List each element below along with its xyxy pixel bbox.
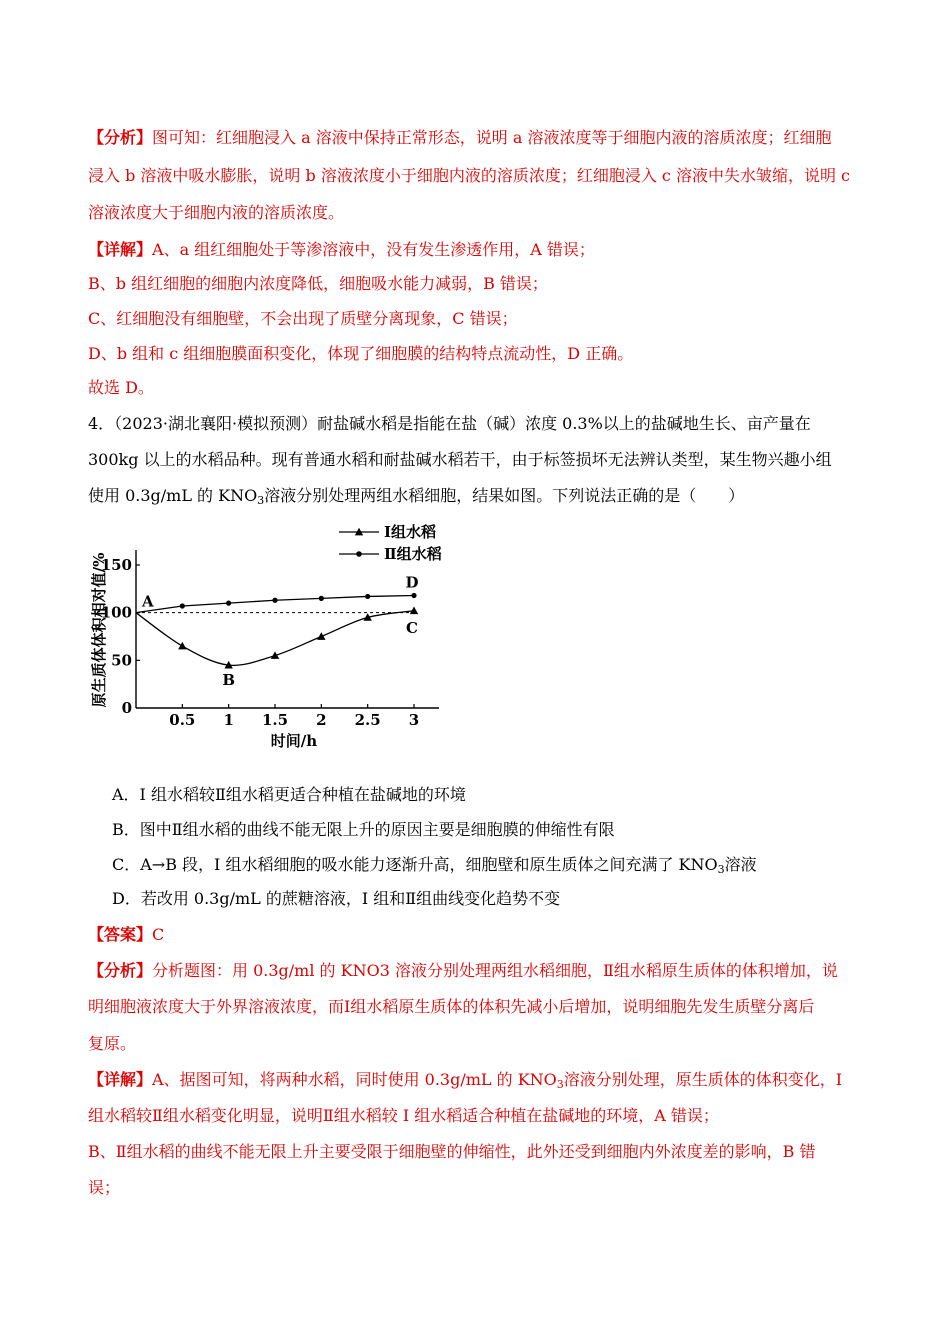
- analysis-tag: 【分析】: [88, 128, 153, 147]
- answer-tag: 【答案】: [88, 925, 153, 944]
- y-tick-label: 150: [100, 556, 132, 574]
- question-4-line-3: 使用 0.3g/mL 的 $KNO_3$溶液分别处理两组水稻细胞，结果如图。下列说法正确的是（ ）: [88, 486, 745, 507]
- x-tick-label: 0.5: [169, 711, 196, 729]
- detail-1-line-2: B、b 组红细胞的细胞内浓度降低，细胞吸水能力减弱，B 错误；: [88, 274, 548, 293]
- series-1-point: [317, 632, 325, 640]
- x-tick-label: 2.5: [354, 711, 381, 729]
- analysis-1-line-3: 溶液浓度大于细胞内液的溶质浓度。: [88, 203, 345, 222]
- y-tick-label: 50: [111, 651, 132, 670]
- legend-circle-marker: [356, 551, 362, 557]
- option-c[interactable]: C．A→B 段，I 组水稻细胞的吸水能力逐渐升高，细胞壁和原生质体之间充满了 $KNO_3$溶液: [112, 855, 757, 876]
- series-1-point: [178, 642, 186, 650]
- point-label-B: B: [222, 671, 236, 690]
- series-2-point: [226, 601, 231, 606]
- chart-axes: [136, 550, 439, 708]
- detail-tag: 【详解】: [88, 240, 153, 259]
- series-1-point: [410, 607, 418, 615]
- option-b[interactable]: B．图中Ⅱ组水稻的曲线不能无限上升的原因主要是细胞膜的伸缩性有限: [112, 820, 615, 839]
- series-2-point: [411, 593, 416, 598]
- protoplast-volume-chart: [84, 520, 454, 752]
- series-2-point: [365, 594, 370, 599]
- x-tick-label: 1: [223, 711, 234, 729]
- option-d[interactable]: D．若改用 0.3g/mL 的蔗糖溶液，I 组和Ⅱ组曲线变化趋势不变: [112, 889, 561, 908]
- x-tick-label: 2: [316, 711, 327, 729]
- x-tick-label: 3: [408, 711, 420, 729]
- x-axis-label: 时间/h: [270, 732, 318, 750]
- point-label-D: D: [405, 573, 419, 592]
- answer-value: C: [152, 925, 165, 944]
- detail-2-line-2: 组水稻较Ⅱ组水稻变化明显，说明Ⅱ组水稻较 I 组水稻适合种植在盐碱地的环境，A 错误；: [88, 1106, 719, 1125]
- point-label-C: C: [406, 618, 418, 637]
- series-2-point: [272, 598, 277, 603]
- detail-1-conclusion: 故选 D。: [88, 378, 154, 397]
- question-4-line-2: 300kg 以上的水稻品种。现有普通水稻和耐盐碱水稻若干，由于标签损坏无法辨认类型，某生物兴趣小组: [88, 450, 832, 469]
- point-label-A: A: [142, 592, 154, 611]
- y-axis-label: 原生质体体积相对值/%: [90, 552, 108, 708]
- series-2-point: [180, 603, 185, 608]
- option-a[interactable]: A．I 组水稻较Ⅱ组水稻更适合种植在盐碱地的环境: [112, 785, 466, 804]
- analysis-2-line-3: 复原。: [88, 1034, 137, 1053]
- detail-1-line-4: D、b 组和 c 组细胞膜面积变化，体现了细胞膜的结构特点流动性，D 正确。: [88, 344, 634, 363]
- y-tick-label: 0: [121, 699, 132, 717]
- chart-series: [136, 574, 419, 690]
- answer-line: [88, 925, 164, 945]
- y-tick-label: 100: [100, 603, 132, 622]
- analysis-2-line-1: 【分析】分析题图：用 0.3g/ml 的 KNO3 溶液分别处理两组水稻细胞，Ⅱ组水稻原生质体的体积增加，说: [88, 961, 838, 980]
- analysis-1-line-2: 浸入 b 溶液中吸水膨胀，说明 b 溶液浓度小于细胞内液的溶质浓度；红细胞浸入 c 溶液中失水皱缩，说明 c: [88, 166, 851, 185]
- detail-2-line-3: B、Ⅱ组水稻的曲线不能无限上升主要受限于细胞壁的伸缩性，此外还受到细胞内外浓度差的影响，B 错: [88, 1142, 816, 1161]
- detail-2-line-4: 误；: [88, 1178, 121, 1197]
- chart-legend: [339, 523, 442, 563]
- analysis-2-line-2: 明细胞液浓度大于外界溶液浓度，而Ⅰ组水稻原生质体的体积先减小后增加，说明细胞先发生质壁分离后: [88, 997, 815, 1016]
- x-tick-label: 1.5: [261, 711, 289, 729]
- chart-ticks: [101, 556, 420, 729]
- detail-2-line-1: 【详解】A、据图可知，将两种水稻，同时使用 0.3g/mL 的 $KNO_3$溶液分别处理，原生质体的体积变化，I: [88, 1070, 843, 1091]
- legend-label-1: Ⅰ组水稻: [384, 523, 437, 541]
- analysis-1-line-1: 【分析】图可知：红细胞浸入 a 溶液中保持正常形态，说明 a 溶液浓度等于细胞内液的溶质浓度；红细胞: [88, 128, 832, 147]
- legend-label-2: Ⅱ组水稻: [384, 545, 442, 563]
- detail-1-line-1: 【详解】A、a 组红细胞处于等渗溶液中，没有发生渗透作用，A 错误；: [88, 240, 595, 259]
- series-2-point: [319, 596, 324, 601]
- detail-1-line-3: C、红细胞没有细胞壁，不会出现了质壁分离现象，C 错误；: [88, 309, 518, 328]
- question-4-line-1: 4．（2023·湖北襄阳·模拟预测）耐盐碱水稻是指能在盐（碱）浓度 0.3%以上的盐碱地生长、亩产量在: [88, 414, 811, 433]
